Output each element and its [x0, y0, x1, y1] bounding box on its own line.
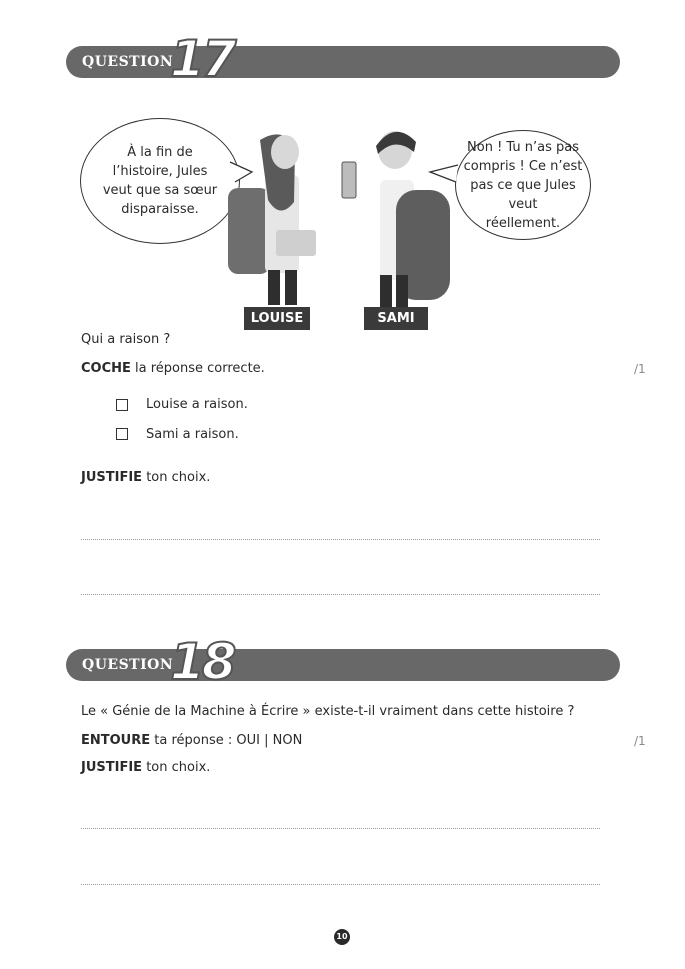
option-louise-label: Louise a raison.	[146, 397, 248, 412]
question-17-header	[66, 30, 620, 88]
question-number: 18	[170, 633, 234, 691]
instruction-text: ta réponse : OUI | NON	[150, 733, 303, 748]
question-label: QUESTION	[82, 657, 174, 673]
checkbox-louise[interactable]	[116, 399, 128, 411]
instruction-verb: ENTOURE	[81, 733, 151, 748]
question-17-text: Qui a raison ?	[81, 332, 171, 347]
question-18-header	[66, 633, 620, 691]
justify-verb: JUSTIFIE	[81, 470, 143, 485]
justify-text: ton choix.	[142, 470, 211, 485]
answer-line-18-1[interactable]	[81, 828, 600, 829]
question-17-justify	[81, 470, 210, 485]
score-q17: /1	[634, 362, 646, 376]
question-18-text: Le « Génie de la Machine à Écrire » existe-t-il vraiment dans cette histoire ?	[81, 704, 575, 719]
justify-text: ton choix.	[142, 760, 211, 775]
question-17-instruction	[81, 361, 265, 376]
page-number: 10	[334, 929, 350, 945]
checkbox-sami[interactable]	[116, 428, 128, 440]
speech-bubble-louise: À la fin de l’histoire, Jules veut que sa sœur disparaisse.	[80, 118, 240, 244]
question-label: QUESTION	[82, 54, 174, 70]
instruction-verb: COCHE	[81, 361, 131, 376]
answer-line-18-2[interactable]	[81, 884, 600, 885]
justify-verb: JUSTIFIE	[81, 760, 143, 775]
children-illustration	[80, 110, 590, 310]
instruction-text: la réponse correcte.	[130, 361, 265, 376]
louise-figure	[228, 134, 316, 305]
name-tag-louise: LOUISE	[244, 307, 310, 330]
question-18-justify	[81, 760, 210, 775]
question-number: 17	[170, 30, 234, 88]
sami-figure	[342, 131, 450, 307]
answer-line-17-1[interactable]	[81, 539, 600, 540]
answer-line-17-2[interactable]	[81, 594, 600, 595]
score-q18: /1	[634, 734, 646, 748]
question-18-instruction	[81, 733, 302, 748]
speech-bubble-sami: Non ! Tu n’as pas compris ! Ce n’est pas ce que Jules veut réellement.	[455, 130, 591, 240]
name-tag-sami: SAMI	[364, 307, 428, 330]
option-sami-label: Sami a raison.	[146, 427, 239, 442]
